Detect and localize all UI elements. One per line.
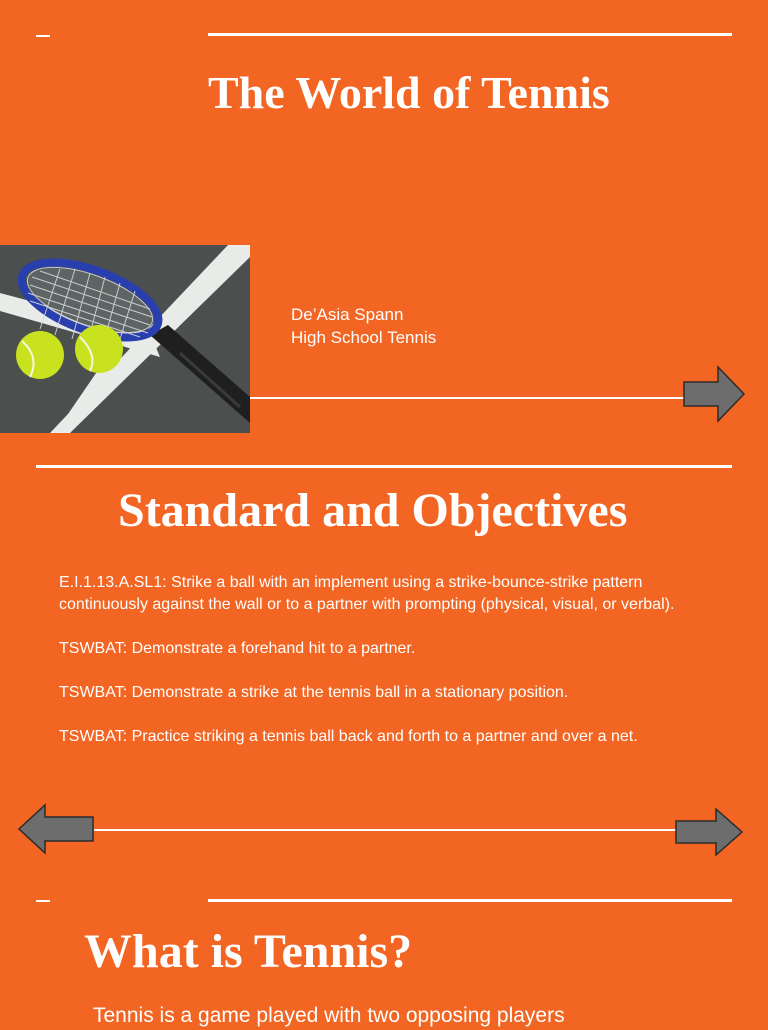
slide1-subtitle <box>291 303 436 349</box>
slide3-title: What is Tennis? <box>84 925 413 978</box>
author-name: De’Asia Spann <box>291 305 404 324</box>
next-arrow-icon <box>682 365 746 423</box>
slide2-body <box>59 572 729 770</box>
slide1-corner-mark <box>36 35 50 37</box>
slide3-intro: Tennis is a game played with two opposing players <box>93 1004 565 1027</box>
previous-arrow-icon <box>17 803 95 855</box>
slide3-corner-mark <box>36 900 50 902</box>
objective-item: TSWBAT: Demonstrate a forehand hit to a partner. <box>59 640 416 657</box>
slide2-next-arrow[interactable] <box>674 807 744 857</box>
slide2-prev-arrow[interactable] <box>17 803 95 855</box>
standard-text: E.I.1.13.A.SL1: Strike a ball with an implement using a strike-bounce-strike pattern continuously against the wall or to a partner with prompting (physical, visual, or verbal). <box>59 574 675 613</box>
course-name: High School Tennis <box>291 328 437 347</box>
objective-item: TSWBAT: Demonstrate a strike at the tennis ball in a stationary position. <box>59 684 569 701</box>
slide3-top-rule <box>208 899 732 902</box>
slide1-title: The World of Tennis <box>208 67 610 118</box>
slide1-nav-line <box>250 397 686 399</box>
slide2-nav-line <box>94 829 678 831</box>
slide2-title: Standard and Objectives <box>118 484 628 537</box>
slide2-top-rule <box>36 465 732 468</box>
objective-item: TSWBAT: Practice striking a tennis ball back and forth to a partner and over a net. <box>59 728 638 745</box>
next-arrow-icon <box>674 807 744 857</box>
slide1-top-rule <box>208 33 732 36</box>
tennis-racket-image <box>0 245 250 433</box>
tennis-photo <box>0 245 250 433</box>
slide1-next-arrow[interactable] <box>682 365 746 423</box>
